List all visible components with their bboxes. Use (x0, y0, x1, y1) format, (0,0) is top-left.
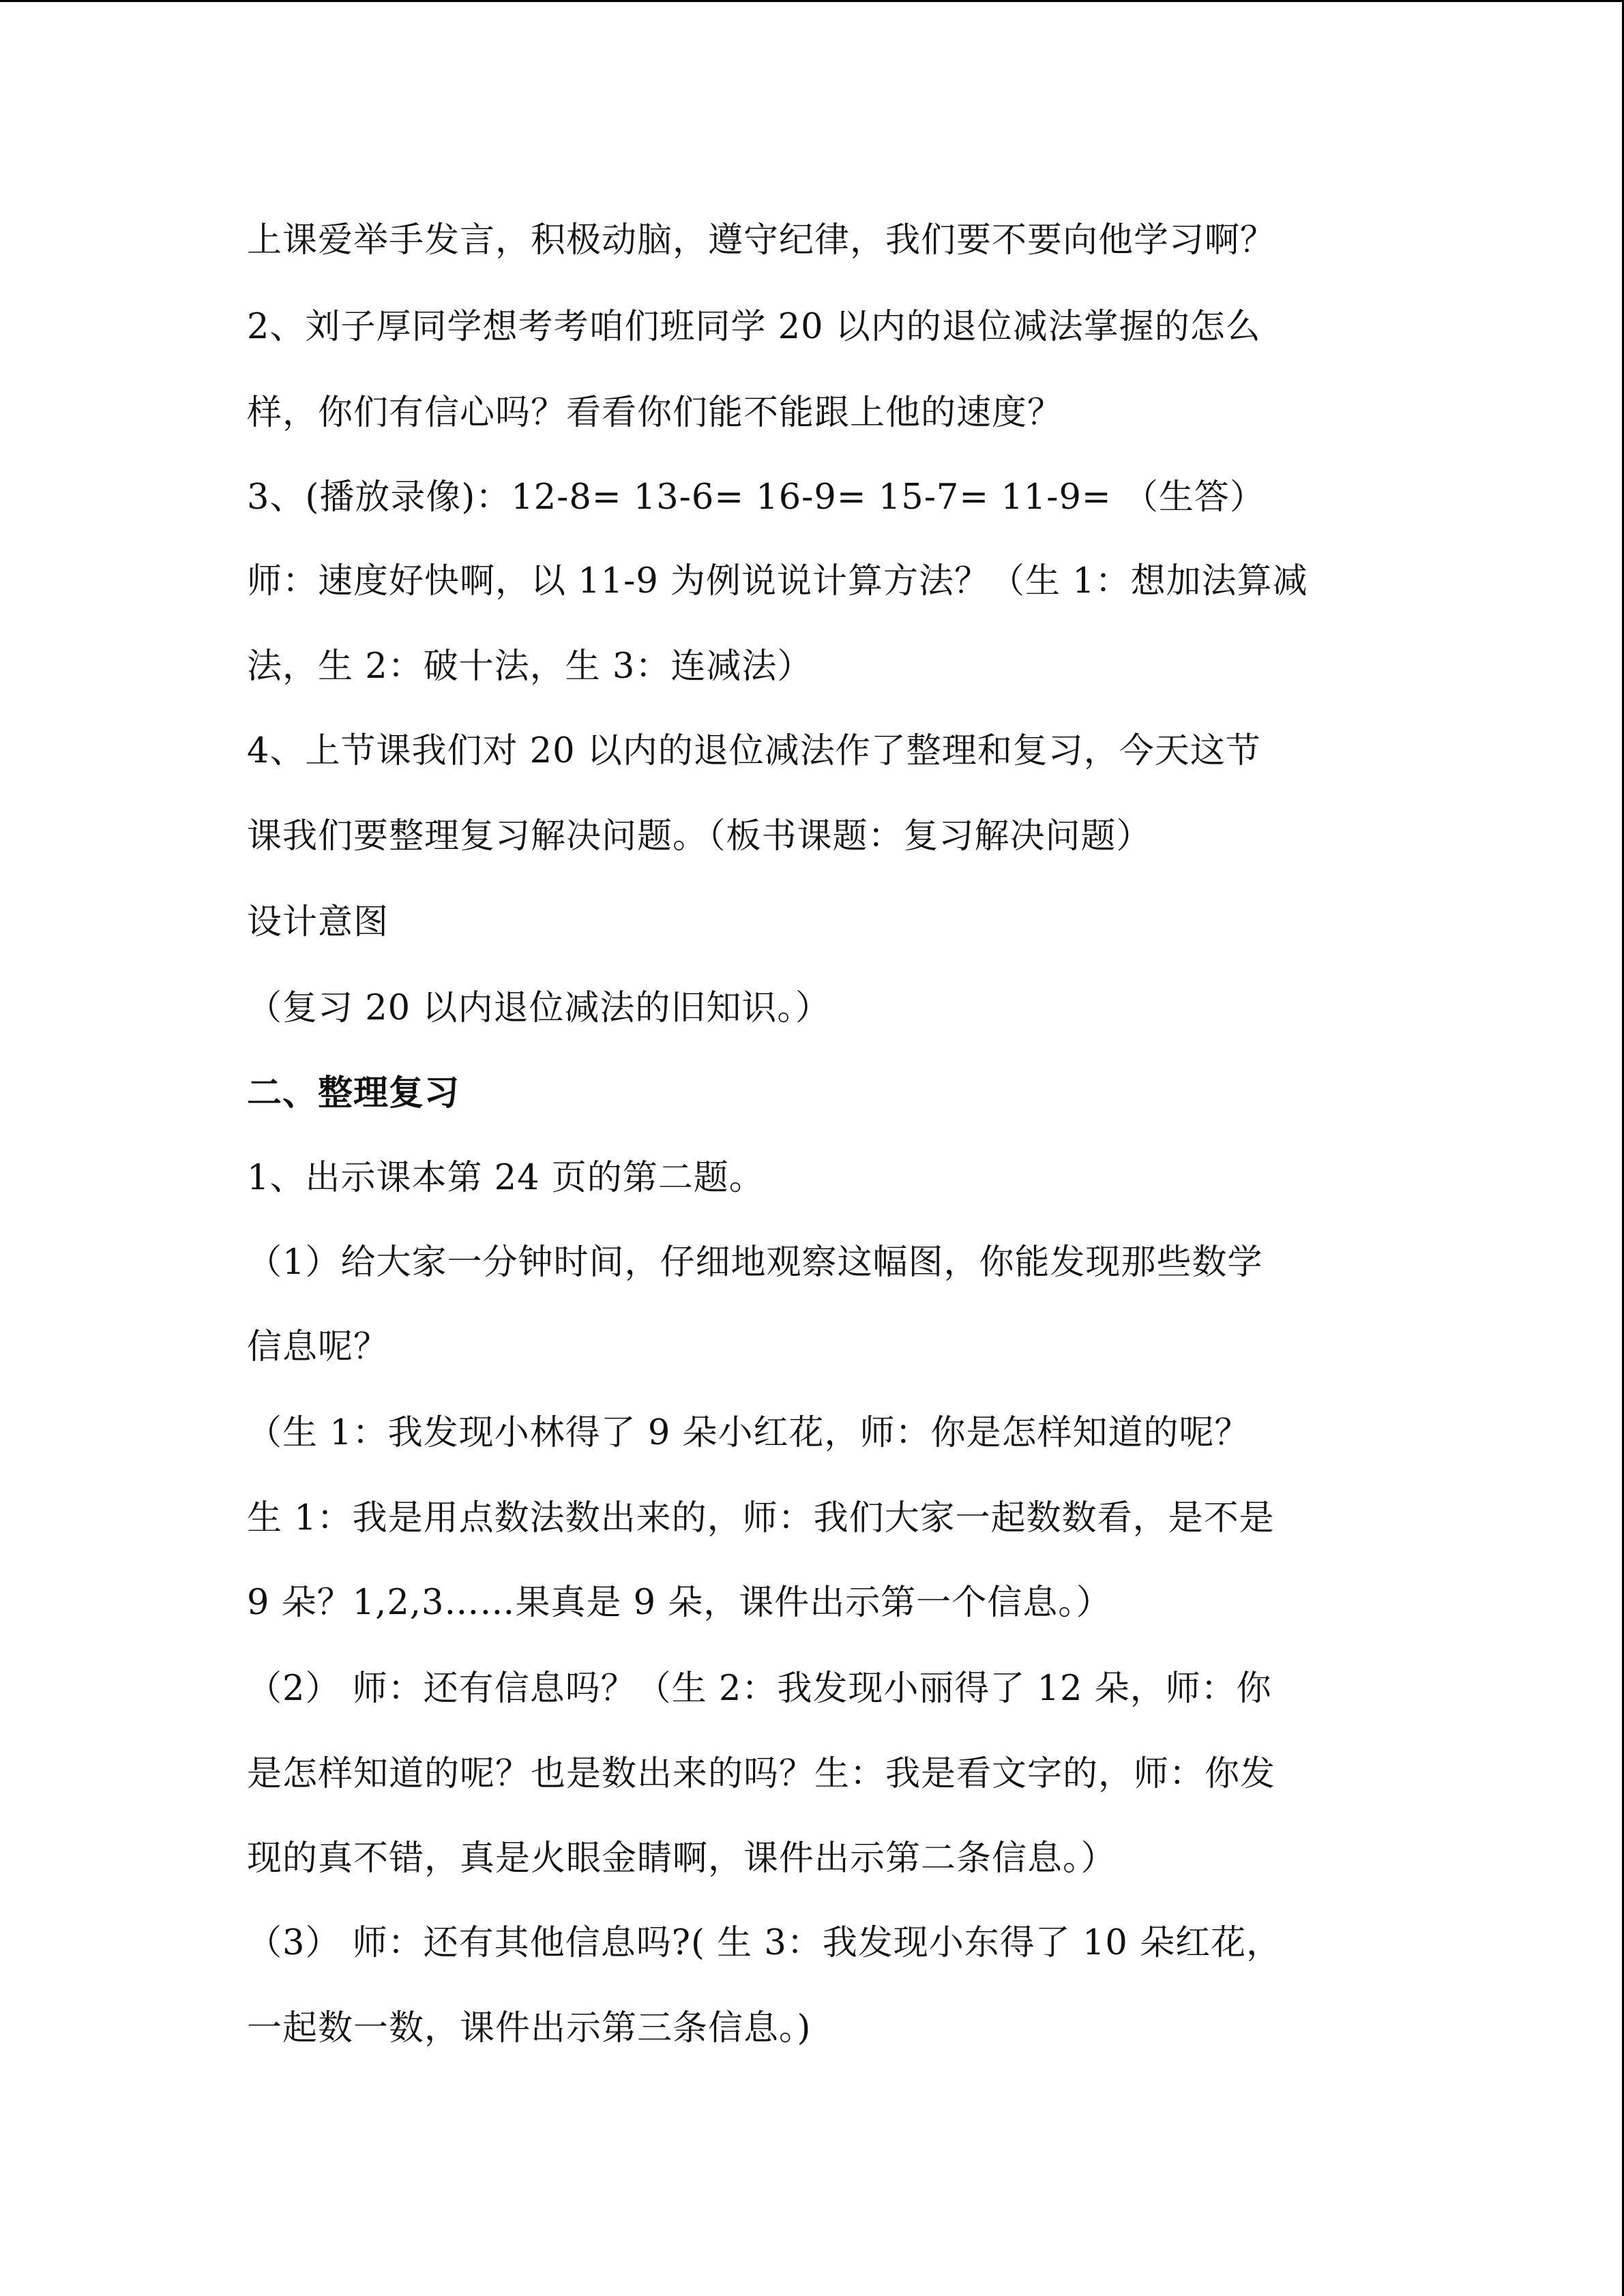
text-line: 法，生 2：破十法，生 3：连减法） (247, 646, 813, 687)
text-line: 是怎样知道的呢？也是数出来的吗？生：我是看文字的，师：你发 (247, 1754, 1276, 1794)
text-line: 一起数一数，课件出示第三条信息。) (247, 2008, 812, 2048)
section-label: 设计意图 (247, 902, 389, 942)
text-line: 生 1：我是用点数法数出来的，师：我们大家一起数数看，是不是 (247, 1498, 1275, 1538)
text-line: 3、(播放录像)：12-8= 13-6= 16-9= 15-7= 11-9= （生答） (247, 477, 1265, 518)
text-line: （3） 师：还有其他信息吗?( 生 3：我发现小东得了 10 朵红花， (247, 1923, 1282, 1963)
text-line: 师：速度好快啊，以 11-9 为例说说计算方法？（生 1：想加法算减 (247, 561, 1308, 601)
section-heading: 二、整理复习 (247, 1073, 460, 1114)
text-line: 信息呢？ (247, 1327, 389, 1367)
text-line: （生 1：我发现小林得了 9 朵小红花，师：你是怎样知道的呢？ (247, 1413, 1250, 1453)
text-line: 9 朵？1,2,3……果真是 9 朵，课件出示第一个信息。） (247, 1583, 1112, 1623)
text-line: （1）给大家一分钟时间，仔细地观察这幅图，你能发现那些数学 (247, 1242, 1263, 1283)
text-line: 1、出示课本第 24 页的第二题。 (247, 1158, 765, 1198)
text-line: （2） 师：还有信息吗？（生 2：我发现小丽得了 12 朵，师：你 (247, 1669, 1272, 1709)
text-line: 样，你们有信心吗？看看你们能不能跟上他的速度？ (247, 393, 1063, 433)
text-line: 4、上节课我们对 20 以内的退位减法作了整理和复习，今天这节 (247, 731, 1261, 771)
text-line: 2、刘子厚同学想考考咱们班同学 20 以内的退位减法掌握的怎么 (247, 307, 1261, 347)
text-line: 课我们要整理复习解决问题。（板书课题：复习解决问题） (247, 816, 1152, 856)
text-line: 上课爱举手发言，积极动脑，遵守纪律，我们要不要向他学习啊？ (247, 220, 1276, 260)
text-line: 现的真不错，真是火眼金睛啊，课件出示第二条信息。） (247, 1838, 1117, 1879)
text-line: （复习 20 以内退位减法的旧知识。） (247, 988, 831, 1028)
